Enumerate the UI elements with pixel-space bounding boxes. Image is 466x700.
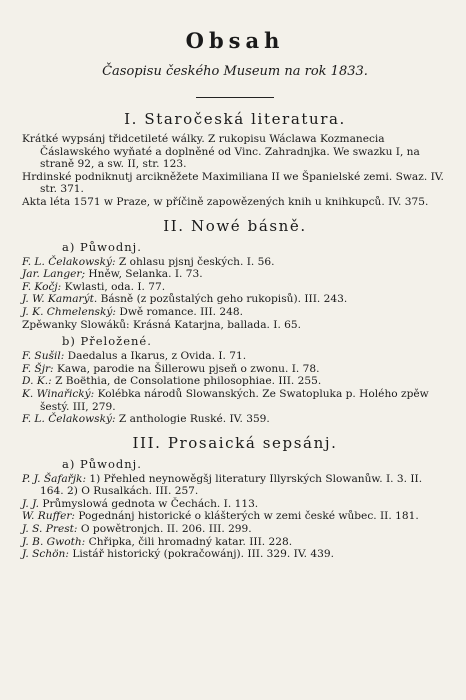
entry-title: Z anthologie Ruské. IV. 359. [115,413,270,426]
entry-author: J. J. [22,497,39,510]
toc-entry [22,536,448,549]
page-title: Obsah [185,28,285,53]
toc-entry [22,281,448,294]
entry-author: D. K.: [22,375,52,388]
entry-title: Průmyslowá gednota w Čechách. I. 113. [38,497,259,510]
toc-entry [22,388,448,413]
entry-title: Kolébka národů Slowanských. Ze Swatopluka p. Holého zpěw šestý. III, 279. [40,387,429,413]
entry-author: J. W. Kamarýt. [22,293,98,306]
toc-entry [22,363,448,376]
toc-entry [22,319,448,332]
entry-title: Hněw, Selanka. I. 73. [85,268,203,281]
entry-title: Daedalus a Ikarus, z Ovida. I. 71. [64,350,247,363]
entry-author: J. K. Chmelenský: [22,305,116,318]
toc-entry [22,523,448,536]
entry-author: J. B. Gwoth: [22,535,86,548]
toc-entry: Krátké wypsánj třidcetileté wálky. Z rukopisu Wáclawa Kozmanecia Čáslawského wyňaté a doplněné od Vinc. Zahradnjka. We swazku I, na straně 92, a sw. II, str. 123. [22,133,420,171]
toc-entry [22,350,448,363]
title-divider [196,97,274,98]
entry-title: O powětronjch. II. 206. III. 299. [77,523,252,536]
section-heading: III. Prosaická sepsánj. [132,433,338,452]
toc-entry [22,375,448,388]
entry-title: Zpěwanky Slowáků: Krásná Katarjna, ballada. I. 65. [22,318,302,331]
toc-entry: Akta léta 1571 w Praze, w příčině zapowězených knih u knihkupců. IV. 375. [22,195,429,208]
subsection-label: a) Půwodnj. [62,239,142,254]
section-heading: II. Nowé básně. [163,216,307,235]
toc-entry [22,413,448,426]
toc-entry [22,306,448,319]
toc-entry: Hrdinské podniknutj arcikněžete Maximiliana II we Španielské zemi. Swaz. IV. str. 371. [22,170,444,196]
subsection-label: a) Půwodnj. [62,456,142,471]
entry-title: Kawa, parodie na Šillerowu pjseň o zwonu. I. 78. [53,362,320,375]
entry-author: J. S. Prest: [22,523,78,536]
entry-author: F. L. Čelakowský: [22,255,116,268]
toc-entry [22,548,448,561]
section-heading: I. Staročeská literatura. [124,110,346,128]
entry-author: J. Schön: [22,548,69,561]
entry-title: Básně (z pozůstalých geho rukopisů). III. 243. [97,293,348,306]
entry-author: W. Ruffer: [22,510,75,523]
entry-title: Z ohlasu pjsnj českých. I. 56. [115,255,275,268]
toc-entry [22,293,448,306]
entry-author: F. Šjr: [22,362,54,375]
toc-entry [22,473,448,498]
entry-title: Z Boëthia, de Consolatione philosophiae. III. 255. [51,375,322,388]
entry-title: Kwlasti, oda. I. 77. [61,280,166,293]
entry-title: Listář historický (pokračowánj). III. 329. IV. 439. [68,548,334,561]
entry-author: P. J. Šafařjk: [22,472,87,485]
toc-entry [22,510,448,523]
entry-title: Dwě romance. III. 248. [115,305,243,318]
entry-author: K. Winařický: [22,387,95,400]
entry-author: F. L. Čelakowský: [22,413,116,426]
entry-title: Pogednánj historické o klášterých w zemi české wůbec. II. 181. [74,510,419,523]
page-subtitle: Časopisu českého Museum na rok 1833. [102,64,368,79]
subsection-label: b) Přeložené. [62,334,152,349]
entry-title: Chřipka, čili hromadný katar. III. 228. [85,535,293,548]
toc-entry [22,256,448,269]
entry-author: F. Sušil: [22,350,65,363]
entry-author: Jar. Langer; [22,268,86,281]
toc-entry [22,268,448,281]
entry-author: F. Kočj: [22,280,62,293]
toc-entry [22,498,448,511]
entry-title: 1) Přehled neynowěgšj literatury Illyrských Slowanůw. I. 3. II. 164. 2) O Rusalkách. III. 257. [40,472,423,498]
